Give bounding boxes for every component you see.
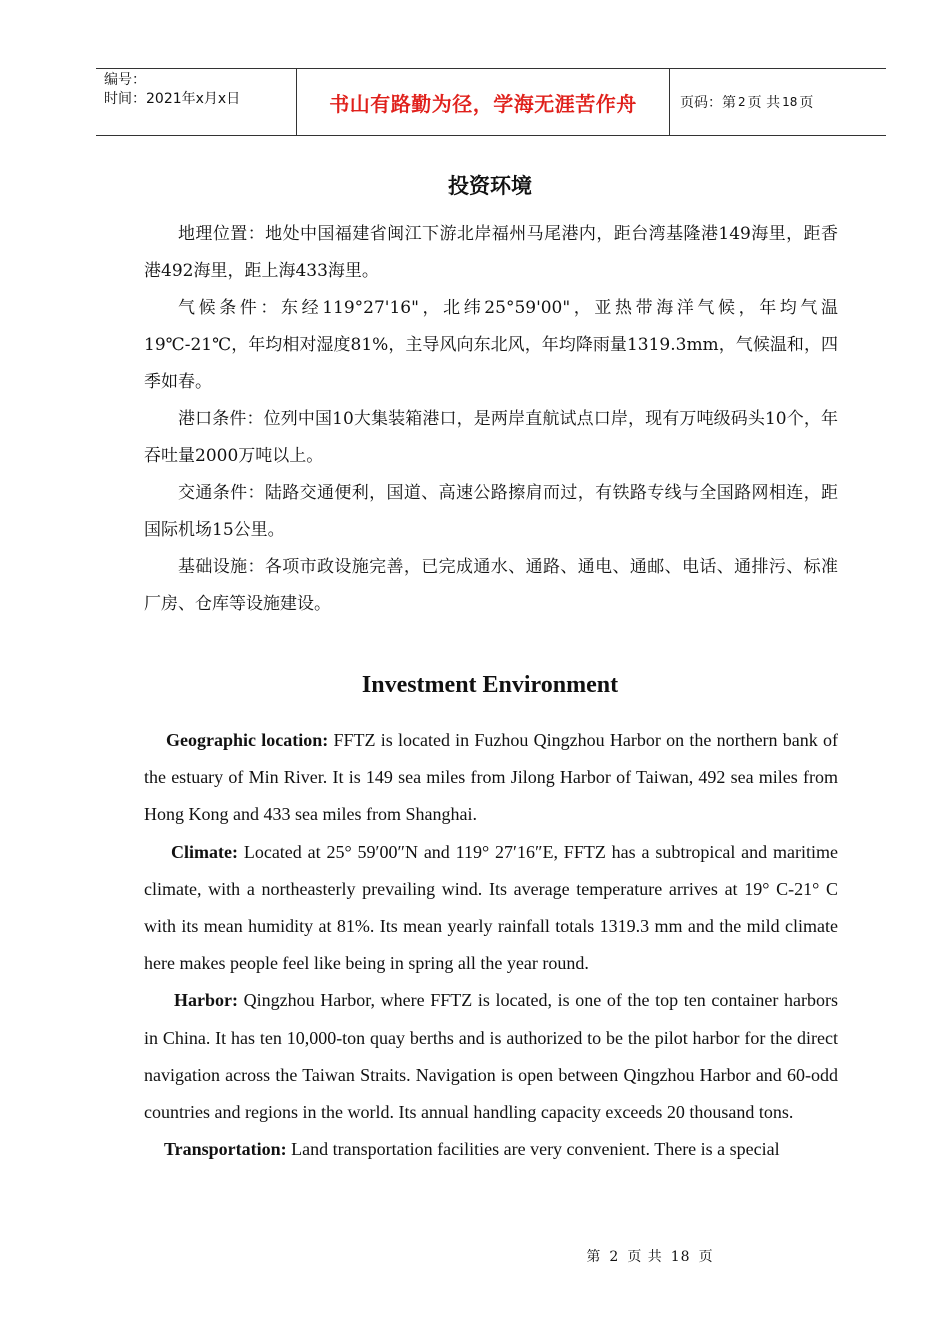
footer-mid: 页 共: [627, 1249, 663, 1265]
english-label-location: Geographic location:: [166, 730, 329, 750]
chinese-paragraph-climate: 气候条件：东经119°27'16"，北纬25°59'00"，亚热带海洋气候，年均气温19℃-21℃，年均相对湿度81%，主导风向东北风，年均降雨量1319.3mm，气候温和，四季如春。: [144, 298, 838, 392]
header-meta-cell: [96, 69, 297, 135]
english-paragraph-location: [144, 722, 838, 834]
english-text-harbor: Qingzhou Harbor, where FFTZ is located, is one of the top ten container harbors in China. It has ten 10,000-ton quay berths and is authorized to be the pilot harbor for the direct navigation across the Taiwan Straits. Navigation is open between Qingzhou Harbor and 60-odd countries and regions in the world. Its annual handling capacity exceeds 20 thousand tons.: [144, 990, 838, 1123]
footer-current-page: 2: [609, 1249, 620, 1265]
english-body: [144, 722, 838, 1168]
english-text-transportation: Land transportation facilities are very convenient. There is a special: [286, 1139, 780, 1160]
header-motto: 书山有路勤为径，学海无涯苦作舟: [329, 91, 637, 116]
footer-prefix: 第: [586, 1249, 602, 1265]
header-page-cell: [670, 69, 886, 135]
chinese-paragraph-transportation: 交通条件：陆路交通便利，国道、高速公路擦肩而过，有铁路专线与全国路网相连，距国际机场15公里。: [144, 483, 838, 540]
english-text-location: FFTZ is located in Fuzhou Qingzhou Harbor on the northern bank of the estuary of Min River. It is 149 sea miles from Jilong Harbor of Taiwan, 492 sea miles from Hong Kong and 433 sea miles from Shanghai.: [144, 730, 839, 825]
footer-total-pages: 18: [670, 1249, 691, 1265]
english-section-title: Investment Environment: [361, 672, 619, 698]
chinese-paragraph-location: 地理位置：地处中国福建省闽江下游北岸福州马尾港内，距台湾基隆港149海里，距香港492海里，距上海433海里。: [144, 224, 838, 281]
header-page-suffix: 页: [799, 95, 814, 111]
english-label-climate: Climate:: [171, 841, 238, 862]
header-page-mid: 页 共: [747, 95, 781, 111]
header-page-prefix: 页码：第: [680, 95, 736, 111]
english-label-transportation: Transportation:: [164, 1139, 287, 1160]
header-page-total: 18: [782, 95, 798, 109]
english-paragraph-harbor: [144, 982, 838, 1131]
chinese-paragraph-harbor: 港口条件：位列中国10大集装箱港口，是两岸直航试点口岸，现有万吨级码头10个，年吞吐量2000万吨以上。: [144, 409, 838, 466]
chinese-body: [144, 216, 838, 623]
header-page-current: 2: [738, 95, 746, 109]
english-text-climate: Located at 25° 59′00″N and 119° 27′16″E, FFTZ has a subtropical and maritime climate, with a northeasterly prevailing wind. Its average temperature arrives at 19° C-21° C with its mean humidity at 81%. Its mean yearly rainfall totals 1319.3 mm and the mild climate here makes people feel like being in spring all the year round.: [144, 841, 838, 974]
document-number-label: 编号：: [104, 72, 146, 88]
english-paragraph-transportation: [144, 1131, 838, 1168]
chinese-paragraph-infrastructure: 基础设施：各项市政设施完善，已完成通水、通路、通电、通邮、电话、通排污、标准厂房、仓库等设施建设。: [144, 557, 838, 614]
footer-suffix: 页: [698, 1249, 714, 1265]
english-label-harbor: Harbor:: [174, 990, 238, 1011]
chinese-section-title: 投资环境: [448, 173, 532, 198]
document-time-label: 时间：2021年x月x日: [104, 91, 241, 107]
header-motto-cell: [297, 69, 670, 135]
document-header: [96, 68, 886, 136]
english-paragraph-climate: [144, 834, 838, 983]
page-footer: [0, 1246, 950, 1266]
